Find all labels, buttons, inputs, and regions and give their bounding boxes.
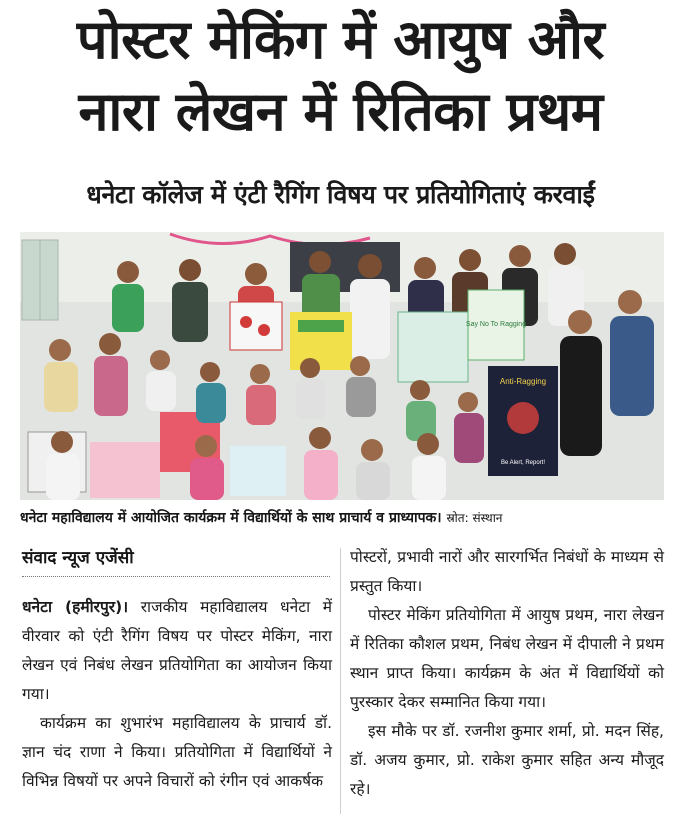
article-paragraph [22, 593, 332, 709]
article-p3: पोस्टरों, प्रभावी नारों और सारगर्भित निबंधों के माध्यम से प्रस्तुत किया। [350, 548, 664, 595]
agency-divider [22, 576, 330, 577]
article-p1: राजकीय महाविद्यालय धनेटा में वीरवार को एंटी रैगिंग विषय पर पोस्टर मेकिंग, नारा लेखन एवं निबंध लेखन प्रतियोगिता का आयोजन किया गया। [22, 598, 332, 703]
poster-report-text: Be Alert, Report! [500, 460, 546, 466]
article-column-right [350, 543, 664, 804]
caption-text: धनेटा महाविद्यालय में आयोजित कार्यक्रम में विद्यार्थियों के साथ प्राचार्य व प्राध्यापक। [20, 510, 442, 526]
headline-line-2: नारा लेखन में रितिका प्रथम [78, 80, 603, 143]
article-column-left [22, 593, 332, 796]
photo-caption [20, 503, 664, 533]
subheadline: धनेटा कॉलेज में एंटी रैगिंग विषय पर प्रतियोगिताएं करवाईं [86, 180, 595, 209]
news-agency: संवाद न्यूज एजेंसी [22, 548, 134, 568]
poster-anti-ragging-text: Anti-Ragging [499, 377, 547, 386]
group-photo [20, 232, 664, 500]
column-divider [340, 548, 341, 814]
dateline: धनेटा (हमीरपुर)। [22, 598, 129, 616]
headline-line-1: पोस्टर मेकिंग में आयुष और [76, 8, 605, 71]
article-p5: इस मौके पर डॉ. रजनीश कुमार शर्मा, प्रो. मदन सिंह, डॉ. अजय कुमार, प्रो. राकेश कुमार सहित अन्य मौजूद रहे। [350, 722, 664, 798]
poster-say-no-text: Say No To Ragging [465, 321, 527, 328]
article-p4: पोस्टर मेकिंग प्रतियोगिता में आयुष प्रथम, नारा लेखन में रितिका कौशल प्रथम, निबंध लेखन में दीपाली ने प्रथम स्थान प्राप्त किया। कार्यक्रम के अंत में विद्यार्थियों को पुरस्कार देकर सम्मानित किया गया। [350, 606, 664, 711]
article-p2: कार्यक्रम का शुभारंभ महाविद्यालय के प्राचार्य डॉ. ज्ञान चंद राणा ने किया। प्रतियोगिता में विद्यार्थियों ने विभिन्न विषयों पर अपने विचारों को रंगीन एवं आकर्षक [22, 714, 332, 790]
caption-credit: स्रोत: संस्थान [446, 511, 503, 525]
